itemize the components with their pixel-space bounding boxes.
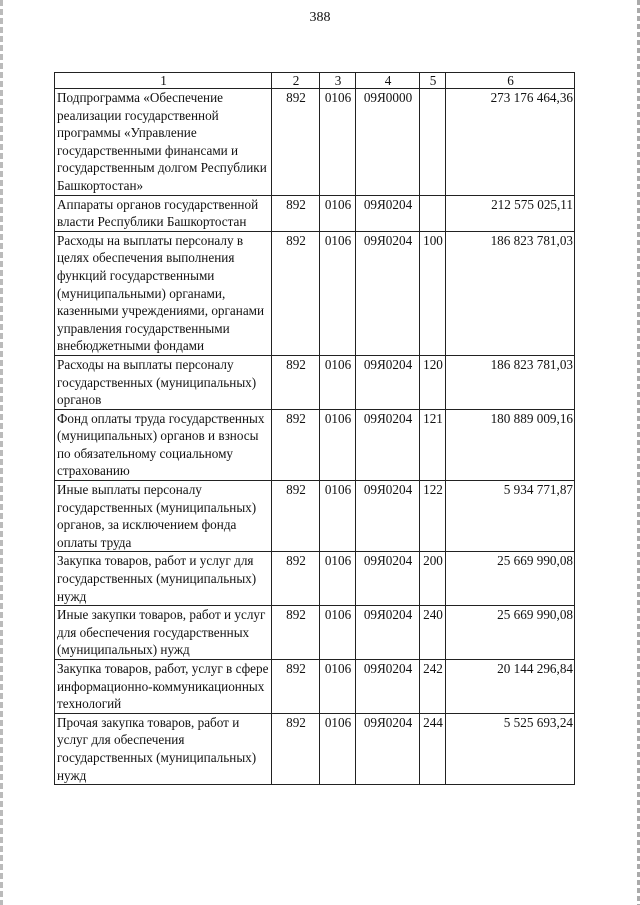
row-name: Фонд оплаты труда государственных (муниципальных) органов и взносы по обязательному социальному страхованию xyxy=(55,409,272,480)
row-col-4: 09Я0204 xyxy=(356,409,420,480)
scan-edge-left xyxy=(0,0,3,905)
row-amount: 5 525 693,24 xyxy=(446,713,575,784)
header-col-6: 6 xyxy=(446,73,575,89)
table-row xyxy=(55,552,575,606)
row-name: Закупка товаров, работ, услуг в сфере информационно-коммуникационных технологий xyxy=(55,660,272,714)
table-header xyxy=(55,73,575,89)
row-amount: 5 934 771,87 xyxy=(446,481,575,552)
row-col-2: 892 xyxy=(272,552,320,606)
table-row xyxy=(55,713,575,784)
row-col-4: 09Я0204 xyxy=(356,552,420,606)
row-col-5: 200 xyxy=(420,552,446,606)
row-name: Иные выплаты персоналу государственных (муниципальных) органов, за исключением фонда оплаты труда xyxy=(55,481,272,552)
row-name: Прочая закупка товаров, работ и услуг для обеспечения государственных (муниципальных) нужд xyxy=(55,713,272,784)
row-col-2: 892 xyxy=(272,195,320,231)
row-col-3: 0106 xyxy=(320,713,356,784)
table-row xyxy=(55,660,575,714)
row-col-3: 0106 xyxy=(320,481,356,552)
header-col-1: 1 xyxy=(55,73,272,89)
row-col-2: 892 xyxy=(272,231,320,355)
header-row xyxy=(55,73,575,89)
row-amount: 186 823 781,03 xyxy=(446,355,575,409)
row-col-5: 240 xyxy=(420,606,446,660)
row-col-4: 09Я0204 xyxy=(356,481,420,552)
row-name: Закупка товаров, работ и услуг для государственных (муниципальных) нужд xyxy=(55,552,272,606)
row-name: Иные закупки товаров, работ и услуг для обеспечения государственных (муниципальных) нужд xyxy=(55,606,272,660)
row-col-4: 09Я0204 xyxy=(356,713,420,784)
row-col-3: 0106 xyxy=(320,89,356,196)
row-col-5: 120 xyxy=(420,355,446,409)
row-amount: 273 176 464,36 xyxy=(446,89,575,196)
row-col-4: 09Я0204 xyxy=(356,660,420,714)
header-col-4: 4 xyxy=(356,73,420,89)
row-amount: 20 144 296,84 xyxy=(446,660,575,714)
table-row xyxy=(55,89,575,196)
row-col-2: 892 xyxy=(272,660,320,714)
row-col-5: 100 xyxy=(420,231,446,355)
row-col-4: 09Я0204 xyxy=(356,195,420,231)
row-col-4: 09Я0204 xyxy=(356,606,420,660)
row-amount: 25 669 990,08 xyxy=(446,552,575,606)
row-name: Аппараты органов государственной власти Республики Башкортостан xyxy=(55,195,272,231)
row-col-2: 892 xyxy=(272,606,320,660)
row-col-4: 09Я0000 xyxy=(356,89,420,196)
row-name: Расходы на выплаты персоналу государственных (муниципальных) органов xyxy=(55,355,272,409)
header-col-3: 3 xyxy=(320,73,356,89)
row-col-5 xyxy=(420,195,446,231)
table-body xyxy=(55,89,575,785)
row-col-4: 09Я0204 xyxy=(356,231,420,355)
row-amount: 212 575 025,11 xyxy=(446,195,575,231)
row-col-3: 0106 xyxy=(320,409,356,480)
row-col-2: 892 xyxy=(272,409,320,480)
row-name: Расходы на выплаты персоналу в целях обеспечения выполнения функций государственными (муниципальными) органами, казенными учреждениями, органами управления государственными внебюджетными фондами xyxy=(55,231,272,355)
table-row xyxy=(55,409,575,480)
row-col-2: 892 xyxy=(272,89,320,196)
row-col-5: 244 xyxy=(420,713,446,784)
row-col-3: 0106 xyxy=(320,355,356,409)
table-row xyxy=(55,355,575,409)
row-amount: 180 889 009,16 xyxy=(446,409,575,480)
row-col-2: 892 xyxy=(272,355,320,409)
row-col-3: 0106 xyxy=(320,552,356,606)
row-col-4: 09Я0204 xyxy=(356,355,420,409)
table-row xyxy=(55,231,575,355)
table-row xyxy=(55,606,575,660)
row-col-5: 121 xyxy=(420,409,446,480)
row-col-3: 0106 xyxy=(320,606,356,660)
row-name: Подпрограмма «Обеспечение реализации государственной программы «Управление государственными финансами и государственным долгом Республики Башкортостан» xyxy=(55,89,272,196)
header-col-5: 5 xyxy=(420,73,446,89)
row-col-3: 0106 xyxy=(320,660,356,714)
table-row xyxy=(55,195,575,231)
row-col-3: 0106 xyxy=(320,195,356,231)
row-col-5 xyxy=(420,89,446,196)
table-row xyxy=(55,481,575,552)
row-col-5: 242 xyxy=(420,660,446,714)
budget-table xyxy=(54,72,575,785)
row-amount: 186 823 781,03 xyxy=(446,231,575,355)
row-col-3: 0106 xyxy=(320,231,356,355)
header-col-2: 2 xyxy=(272,73,320,89)
row-col-5: 122 xyxy=(420,481,446,552)
page-number: 388 xyxy=(309,10,331,25)
row-amount: 25 669 990,08 xyxy=(446,606,575,660)
row-col-2: 892 xyxy=(272,713,320,784)
row-col-2: 892 xyxy=(272,481,320,552)
